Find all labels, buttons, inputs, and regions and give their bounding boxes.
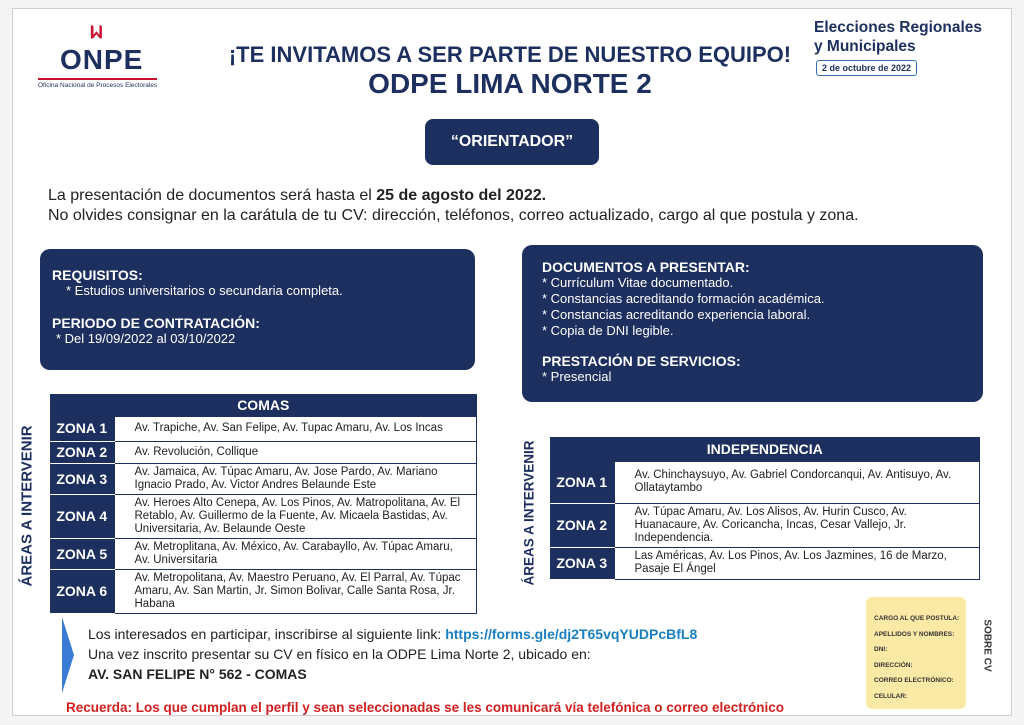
zone-label: ZONA 6 [50, 569, 114, 613]
areas-label-comas: ÁREAS A INTERVENIR [18, 425, 36, 587]
table-row [50, 416, 477, 441]
election-line-1: Elecciones Regionales [814, 19, 982, 36]
election-line-2: y Municipales [814, 38, 916, 55]
document-item: * Constancias acreditando formación académica. [542, 291, 825, 306]
service-title: PRESTACIÓN DE SERVICIOS: [542, 353, 741, 369]
zone-streets: Las Américas, Av. Los Pinos, Av. Los Jazmines, 16 de Marzo, Pasaje El Ángel [614, 547, 980, 579]
cv-envelope [866, 597, 966, 709]
intro-text [48, 186, 859, 226]
table-row [50, 494, 477, 538]
deadline-line: La presentación de documentos será hasta el 25 de agosto del 2022. [48, 187, 547, 204]
election-date: 2 de octubre de 2022 [816, 60, 917, 76]
requirements-title: REQUISITOS: [52, 267, 143, 283]
zone-label: ZONA 3 [50, 463, 114, 494]
document-item: * Constancias acreditando experiencia laboral. [542, 307, 811, 322]
table-row [50, 538, 477, 569]
zone-streets: Av. Heroes Alto Cenepa, Av. Los Pinos, Av. Matropolitana, Av. El Retablo, Av. Guillermo de la Fuente, Av. Micaela Bastidas, Av. Universitaria, Av. Belaunde Oeste [114, 494, 477, 538]
comas-title: COMAS [50, 394, 477, 416]
areas-label-independencia: ÁREAS A INTERVENIR [521, 440, 537, 586]
table-row [550, 503, 980, 547]
office-address: AV. SAN FELIPE N° 562 - COMAS [88, 666, 307, 682]
ballot-hand-icon: ᥕ [90, 18, 104, 43]
period-title: PERIODO DE CONTRATACIÓN: [52, 315, 260, 331]
requirements-box [40, 249, 475, 370]
envelope-field: APELLIDOS Y NOMBRES: [874, 630, 955, 638]
table-row [550, 461, 980, 503]
role-badge: “ORIENTADOR” [425, 119, 599, 165]
deadline-date: 25 de agosto del 2022. [376, 187, 547, 204]
signup-info [88, 624, 697, 684]
envelope-label: SOBRE CV [981, 619, 993, 672]
envelope-field: CORREO ELECTRÓNICO: [874, 677, 954, 684]
requirement-item: * Estudios universitarios o secundaria completa. [66, 283, 343, 298]
documents-box [522, 245, 983, 402]
signup-link[interactable]: https://forms.gle/dj2T65vqYUDPcBfL8 [445, 626, 698, 642]
zone-streets: Av. Jamaica, Av. Túpac Amaru, Av. Jose Pardo, Av. Mariano Ignacio Prado, Av. Victor Andres Belaunde Este [114, 463, 477, 494]
invite-title: ¡TE INVITAMOS A SER PARTE DE NUESTRO EQUIPO! [228, 42, 792, 67]
document-item: * Copia de DNI legible. [542, 323, 674, 338]
zone-label: ZONA 3 [550, 547, 614, 579]
documents-title: DOCUMENTOS A PRESENTAR: [542, 259, 750, 275]
cv-delivery-line: Una vez inscrito presentar su CV en físico en la ODPE Lima Norte 2, ubicado en: [88, 646, 591, 662]
office-title: ODPE LIMA NORTE 2 [368, 68, 652, 99]
document-item: * Currículum Vitae documentado. [542, 275, 734, 290]
zone-streets: Av. Revolución, Collique [114, 441, 477, 463]
onpe-logo [38, 18, 188, 90]
zone-streets: Av. Túpac Amaru, Av. Los Alisos, Av. Hurin Cusco, Av. Huanacaure, Av. Coricancha, Incas, Cesar Vallejo, Jr. Independencia. [614, 503, 980, 547]
logo-wordmark: ONPE [60, 44, 144, 75]
envelope-field: DIRECCIÓN: [874, 661, 913, 669]
comas-zones-table [50, 394, 477, 614]
table-row [50, 463, 477, 494]
logo-subtitle: Oficina Nacional de Procesos Electorales [38, 78, 157, 89]
table-row [550, 547, 980, 579]
table-row [50, 569, 477, 613]
envelope-field: CARGO AL QUE POSTULA: [874, 615, 960, 622]
zone-streets: Av. Trapiche, Av. San Felipe, Av. Tupac Amaru, Av. Los Incas [114, 416, 477, 441]
zone-label: ZONA 5 [50, 538, 114, 569]
independencia-zones-table [550, 437, 980, 580]
zone-label: ZONA 4 [50, 494, 114, 538]
period-value: * Del 19/09/2022 al 03/10/2022 [56, 331, 236, 346]
zone-streets: Av. Metropolitana, Av. Maestro Peruano, Av. El Parral, Av. Túpac Amaru, Av. San Martin, Jr. Simon Bolivar, Calle Santa Rosa, Jr. Habana [114, 569, 477, 613]
signup-line: Los interesados en participar, inscribirse al siguiente link: https://forms.gle/dj2T65vqYUDPcBfL8 [88, 626, 698, 642]
zone-label: ZONA 1 [550, 461, 614, 503]
zone-label: ZONA 1 [50, 416, 114, 441]
envelope-field: DNI: [874, 646, 888, 653]
zone-streets: Av. Metroplitana, Av. México, Av. Carabayllo, Av. Túpac Amaru, Av. Universitaria [114, 538, 477, 569]
cv-note: No olvides consignar en la carátula de tu CV: dirección, teléfonos, correo actualizado, cargo al que postula y zona. [48, 207, 859, 224]
zone-label: ZONA 2 [550, 503, 614, 547]
reminder-text: Recuerda: Los que cumplan el perfil y sean seleccionadas se les comunicará vía telefónica o correo electrónico [66, 700, 785, 715]
table-row [50, 441, 477, 463]
envelope-field: CELULAR: [874, 692, 908, 700]
independencia-title: INDEPENDENCIA [550, 437, 980, 461]
service-value: * Presencial [542, 369, 612, 384]
election-badge [814, 18, 1004, 76]
zone-label: ZONA 2 [50, 441, 114, 463]
zone-streets: Av. Chinchaysuyo, Av. Gabriel Condorcanqui, Av. Antisuyo, Av. Ollataytambo [614, 461, 980, 503]
